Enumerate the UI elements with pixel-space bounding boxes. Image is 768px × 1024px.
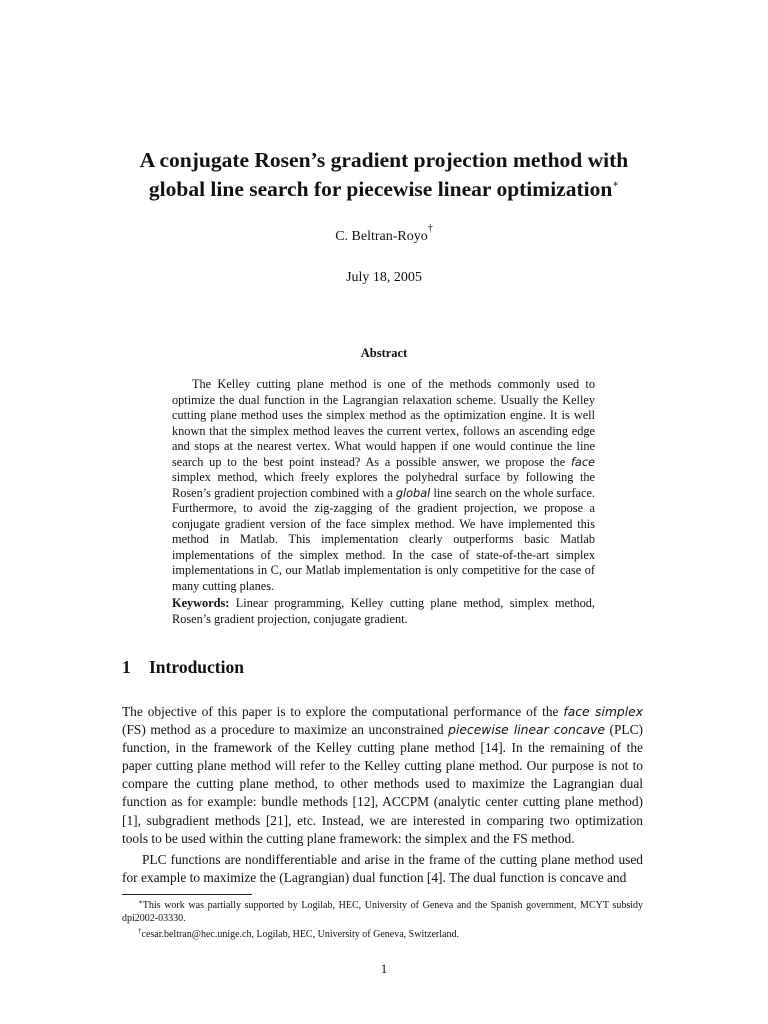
abstract-text-1: The Kelley cutting plane method is one of the methods commonly used to optimize the dual function in the Lagrangian relaxation scheme. Usually the Kelley cutting plane method uses the simplex method as the optimization engine. It is well known that the simplex method leaves the current vertex, follows an ascending edge and stops at the nearest vertex. What would happen if one would continue the line search up to the best point instead? As a possible answer, we propose the <box>172 377 595 469</box>
footnote-1 <box>122 899 643 925</box>
abstract-body <box>172 377 595 594</box>
footnote-1-mark: ∗ <box>138 898 143 906</box>
footnote-1-text: This work was partially supported by Logilab, HEC, University of Geneva and the Spanish government, MCYT subsidy dpi2002-03330. <box>122 900 643 924</box>
author-footnote-mark: † <box>427 223 433 234</box>
abstract-heading: Abstract <box>360 346 408 360</box>
keywords-text: Linear programming, Kelley cutting plane method, simplex method, Rosen’s gradient projection, conjugate gradient. <box>172 596 595 626</box>
title-line-2: global line search for piecewise linear optimization <box>148 177 613 201</box>
abstract-emphasis-global: global <box>395 486 431 500</box>
keywords <box>172 596 595 627</box>
page-number: 1 <box>380 961 388 976</box>
intro-emphasis-face-simplex: face simplex <box>563 705 643 719</box>
abstract-emphasis-face: face <box>570 455 595 469</box>
footnote-2-mark: † <box>138 927 142 935</box>
paper-date: July 18, 2005 <box>346 270 422 285</box>
footnote-2-text: cesar.beltran@hec.unige.ch, Logilab, HEC, University of Geneva, Switzerland. <box>141 929 459 940</box>
section-title: Introduction <box>149 657 244 677</box>
intro-p1-text-a: The objective of this paper is to explore the computational performance of the <box>122 704 564 719</box>
title-footnote-mark: ∗ <box>612 179 620 190</box>
paper-title <box>100 146 668 204</box>
author-name: C. Beltran-Royo <box>335 229 428 244</box>
intro-paragraph-1 <box>122 703 643 848</box>
intro-p1-text-c: (PLC) function, in the framework of the Kelley cutting plane method [14]. In the remaining of the paper cutting plane method will refer to the Kelley cutting plane method. Our purpose is not to compare the cutting plane method, to other methods used to maximize the Lagrangian dual function as for example: bundle methods [12], ACCPM (analytic center cutting plane method) [1], subgradient methods [21], etc. Instead, we are interested in comparing two optimization tools to be used within the cutting plane framework: the simplex and the FS method. <box>122 722 643 846</box>
abstract-text-3: line search on the whole surface. Furthermore, to avoid the zig-zagging of the gradient projection, we propose a conjugate gradient version of the face simplex method. We have implemented this method in Matlab. This implementation clearly outperforms basic Matlab implementations of the simplex method. In the case of state-of-the-art simplex implementations in C, our Matlab implementation is only competitive for the case of many cutting planes. <box>172 485 596 593</box>
intro-p1-text-b: (FS) method as a procedure to maximize an unconstrained <box>122 722 449 738</box>
section-number: 1 <box>122 657 131 677</box>
section-heading <box>122 657 244 678</box>
title-line-1: A conjugate Rosen’s gradient projection method with <box>139 148 629 172</box>
footnote-divider <box>122 894 252 895</box>
footnote-2 <box>122 928 643 941</box>
author-line <box>0 223 768 245</box>
intro-paragraph-2: PLC functions are nondifferentiable and arise in the frame of the cutting plane method used for example to maximize the (Lagrangian) dual function [4]. The dual function is concave and <box>122 852 643 886</box>
abstract-text-2: simplex method, which freely explores the polyhedral surface by following the Rosen’s gradient projection combined with a <box>172 470 595 500</box>
intro-emphasis-plc: piecewise linear concave <box>448 723 606 738</box>
keywords-label: Keywords: <box>172 596 230 610</box>
